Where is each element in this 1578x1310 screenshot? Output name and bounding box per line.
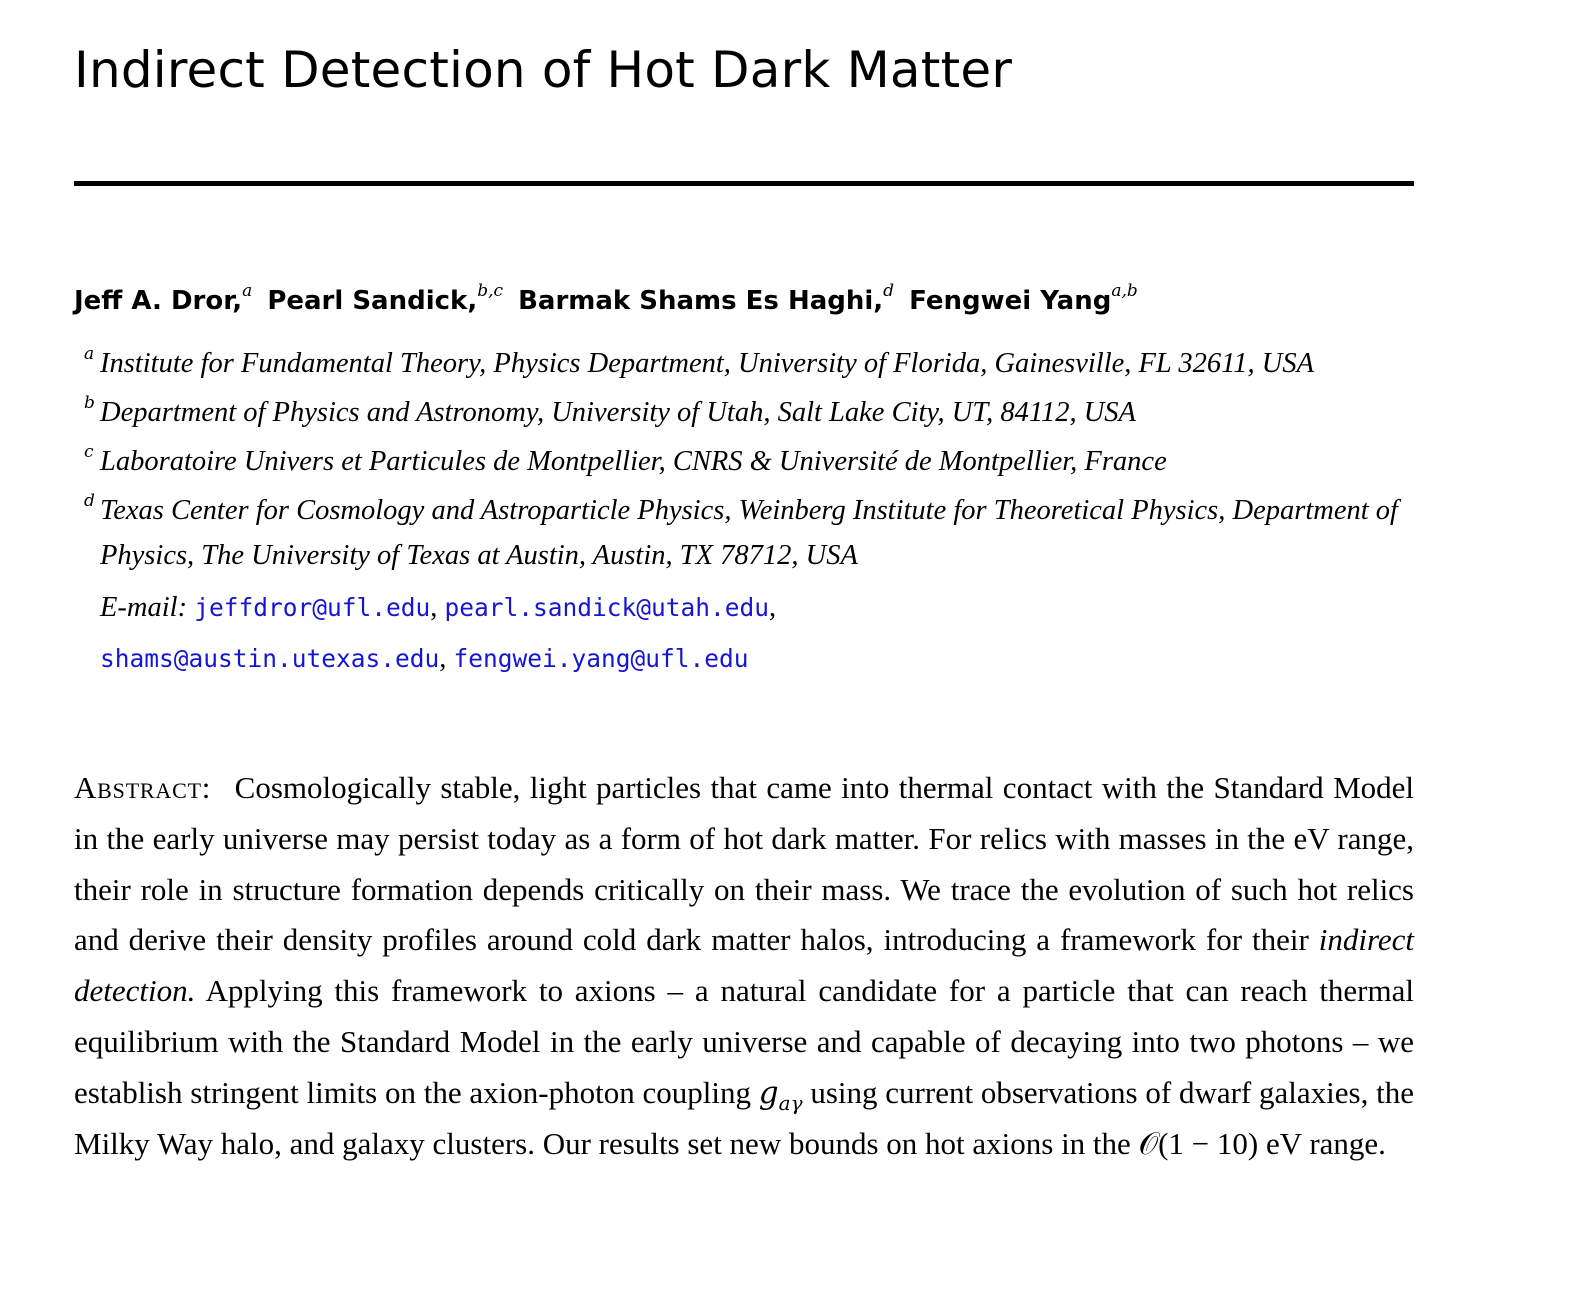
affiliation-text: Laboratoire Univers et Particules de Montpellier, CNRS & Université de Montpellier, France <box>100 446 1167 477</box>
author-name: Fengwei Yang <box>909 286 1112 316</box>
email-link-yang[interactable]: fengwei.yang@ufl.edu <box>453 644 749 673</box>
mass-range: 𝒪(1 − 10) <box>1138 1125 1259 1161</box>
affiliation-mark: b <box>84 393 95 413</box>
affiliation-list <box>74 341 1414 684</box>
affiliation-c <box>74 439 1414 484</box>
author-affiliation-mark: a <box>242 281 253 301</box>
title-rule <box>74 181 1414 186</box>
author-name: Jeff A. Dror, <box>74 286 243 316</box>
email-link-sandick[interactable]: pearl.sandick@utah.edu <box>444 593 769 622</box>
author-name: Barmak Shams Es Haghi, <box>518 286 884 316</box>
author-1 <box>74 281 253 316</box>
abstract-text-1: Cosmologically stable, light particles that came into thermal contact with the Standard Model in the early universe may persist today as a form of hot dark matter. For relics with masses in the eV range, their role in structure formation depends critically on their mass. We trace the evolution of such hot relics and derive their density profiles around cold dark matter halos, introducing a framework for their <box>74 770 1415 958</box>
abstract-text-3: using current observations of dwarf galaxies, the Milky Way halo, and galaxy clusters. Our results set new bounds on hot axions in the <box>74 1074 1415 1161</box>
author-4 <box>909 281 1138 316</box>
abstract-text-4: eV range. <box>1265 1125 1386 1161</box>
email-link-shams[interactable]: shams@austin.utexas.edu <box>100 644 440 673</box>
affiliation-mark: a <box>84 344 95 364</box>
email-block: E-mail: jeffdror@ufl.edu, pearl.sandick@utah.edu, shams@austin.utexas.edu, fengwei.yang@ufl.edu <box>100 592 777 674</box>
affiliation-text: Department of Physics and Astronomy, University of Utah, Salt Lake City, UT, 84112, USA <box>100 397 1136 428</box>
affiliation-b <box>74 390 1414 435</box>
paper-title: Indirect Detection of Hot Dark Matter <box>74 41 1013 99</box>
coupling-symbol: $g_{a\gamma}$ <box>758 1074 803 1115</box>
affiliation-mark: d <box>84 491 95 511</box>
author-affiliation-mark: a,b <box>1111 281 1138 301</box>
abstract-text-2: Applying this framework to axions – a natural candidate for a particle that can reach thermal equilibrium with the Standard Model in the early universe and capable of decaying into two photons – we establish stringent limits on the axion-photon coupling <box>74 973 1414 1110</box>
author-name: Pearl Sandick, <box>267 286 478 316</box>
affiliation-d <box>74 488 1414 578</box>
affiliation-a <box>74 341 1414 386</box>
abstract-emphasis: indirect detection. <box>74 922 1415 1009</box>
email-link-dror[interactable]: jeffdror@ufl.edu <box>194 593 431 622</box>
author-2 <box>267 281 504 316</box>
affiliation-mark: c <box>84 442 94 462</box>
author-affiliation-mark: b,c <box>477 281 504 301</box>
abstract-heading: Abstract: <box>74 770 212 805</box>
author-3 <box>518 281 895 316</box>
abstract <box>74 763 1414 1169</box>
email-label: E-mail: <box>100 592 188 623</box>
affiliation-text: Texas Center for Cosmology and Astroparticle Physics, Weinberg Institute for Theoretical Physics, Department of Physics, The University of Texas at Austin, Austin, TX 78712, USA <box>100 495 1398 571</box>
author-affiliation-mark: d <box>883 281 895 301</box>
author-list <box>74 281 1144 321</box>
affiliation-text: Institute for Fundamental Theory, Physics Department, University of Florida, Gainesville, FL 32611, USA <box>100 348 1315 379</box>
